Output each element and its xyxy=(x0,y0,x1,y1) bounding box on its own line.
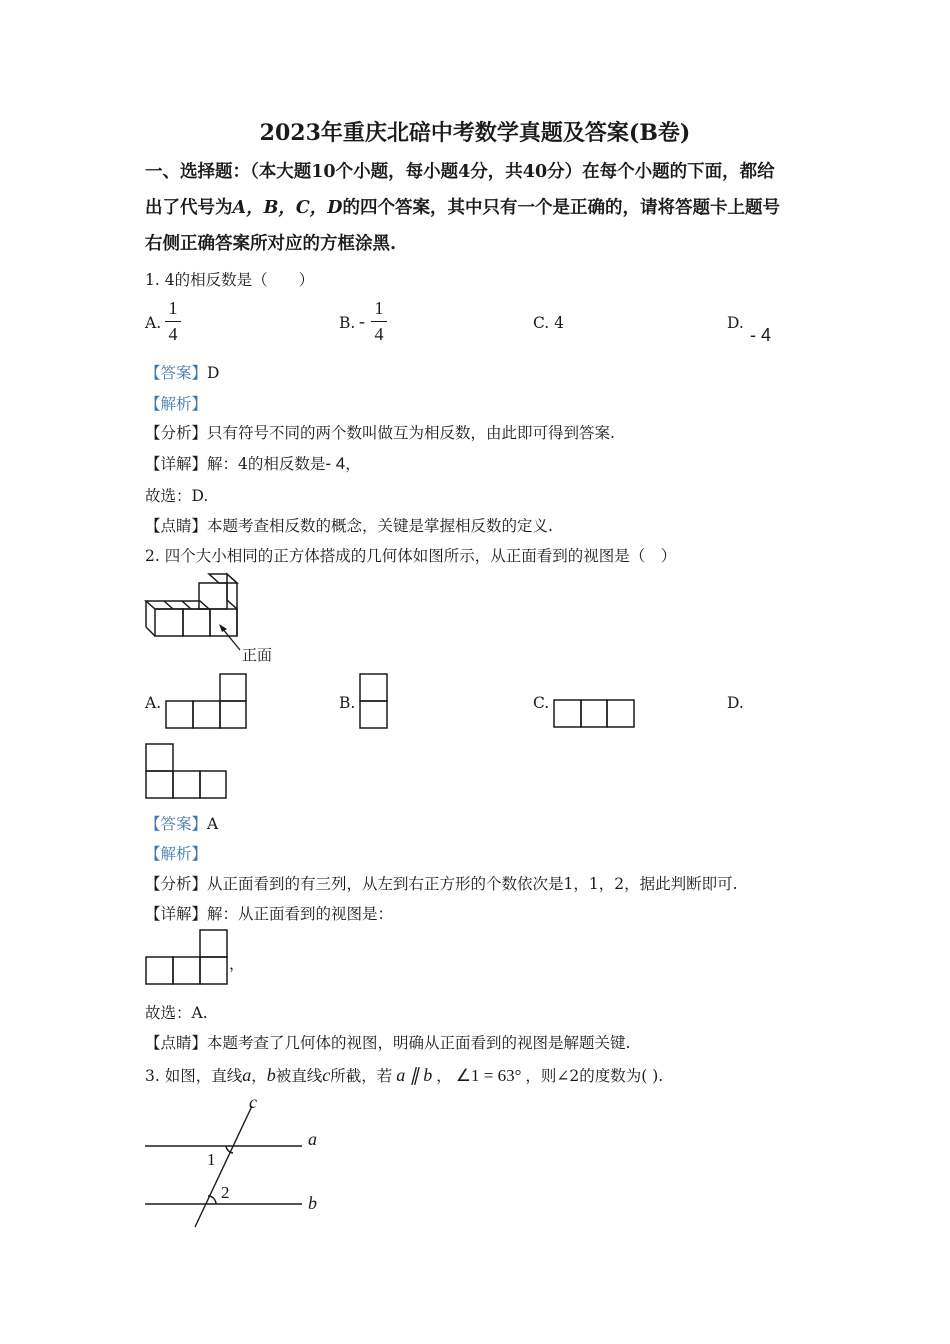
option-letters: A，B，C，D xyxy=(232,198,343,218)
label-a: a xyxy=(308,1129,317,1149)
label-angle-2: 2 xyxy=(221,1183,230,1202)
q2-dianjing: 【点睛】本题考查了几何体的视图，明确从正面看到的视图是解题关键. xyxy=(145,1034,631,1052)
label-c: c xyxy=(249,1092,257,1112)
line-c xyxy=(195,1106,252,1227)
dotted-emphasis: 答题卡 xyxy=(674,198,728,218)
q1-option-a-label: A. xyxy=(145,314,162,332)
q1-option-b-fraction: 1 4 xyxy=(371,298,387,345)
q2-fenxi: 【分析】从正面看到的有三列，从左到右正方形的个数依次是1，1，2，据此判断即可. xyxy=(145,875,738,893)
q2-option-c-figure xyxy=(553,699,635,729)
q3-stem: 3. 如图，直线a，b被直线c所截，若 a ∥ b ， ∠1 = 63° ，则∠2的度数为( ). xyxy=(145,1065,664,1085)
q2-answer: 【答案】A xyxy=(145,815,219,833)
q1-analysis-tag: 【解析】 xyxy=(145,395,208,413)
page-title: 2023年重庆北碚中考数学真题及答案(B卷) xyxy=(259,120,691,146)
section-instruction-line-3: 右侧正确答案所对应的方框涂黑. xyxy=(145,234,397,254)
q1-fenxi: 【分析】只有符号不同的两个数叫做互为相反数，由此即可得到答案. xyxy=(145,424,615,442)
q2-solution-figure xyxy=(145,929,229,986)
label-angle-1: 1 xyxy=(207,1150,216,1169)
q1-option-a-fraction: 1 4 xyxy=(165,298,181,345)
q2-option-a-figure xyxy=(165,673,247,729)
q2-option-b-figure xyxy=(359,673,389,729)
q1-guxuan: 故选：D. xyxy=(145,487,209,505)
q2-stem: 2. 四个大小相同的正方体搭成的几何体如图所示，从正面看到的视图是（ ） xyxy=(145,547,677,565)
label-b: b xyxy=(308,1193,317,1213)
q2-analysis-tag: 【解析】 xyxy=(145,845,208,863)
q1-option-c: C. 4 xyxy=(533,314,565,332)
q1-option-d-label: D. xyxy=(727,314,744,332)
q1-option-d-value: - 4 xyxy=(750,325,772,345)
q2-option-b-label: B. xyxy=(339,694,356,712)
q2-option-d-figure xyxy=(145,743,227,800)
q1-stem: 1. 4的相反数是（ ） xyxy=(145,271,315,289)
q3-parallel-lines-figure xyxy=(140,1092,340,1232)
q1-dianjing: 【点睛】本题考查相反数的概念，关键是掌握相反数的定义. xyxy=(145,517,553,535)
q1-option-b-sign: - xyxy=(359,311,365,331)
q2-option-d-label: D. xyxy=(727,694,744,712)
q2-solution-comma: ， xyxy=(229,955,245,973)
section-instruction-line-1: 一、选择题：（本大题10个小题，每小题4分，共40分）在每个小题的下面，都给 xyxy=(145,162,775,182)
q1-option-b-label: B. xyxy=(339,314,356,332)
q2-option-c-label: C. xyxy=(533,694,550,712)
q1-answer: 【答案】D xyxy=(145,364,220,382)
section-instruction-line-2: 出了代号为A，B，C，D的四个答案，其中只有一个是正确的，请将答题卡上题号 xyxy=(145,198,780,218)
q2-option-a-label: A. xyxy=(145,694,162,712)
q1-xiangjie: 【详解】解：4的相反数是- 4， xyxy=(145,454,361,473)
q2-xiangjie: 【详解】解：从正面看到的视图是： xyxy=(145,905,394,923)
q2-guxuan: 故选：A. xyxy=(145,1004,208,1022)
q2-cube-figure xyxy=(145,572,285,642)
q2-front-label: 正面 xyxy=(242,646,273,664)
